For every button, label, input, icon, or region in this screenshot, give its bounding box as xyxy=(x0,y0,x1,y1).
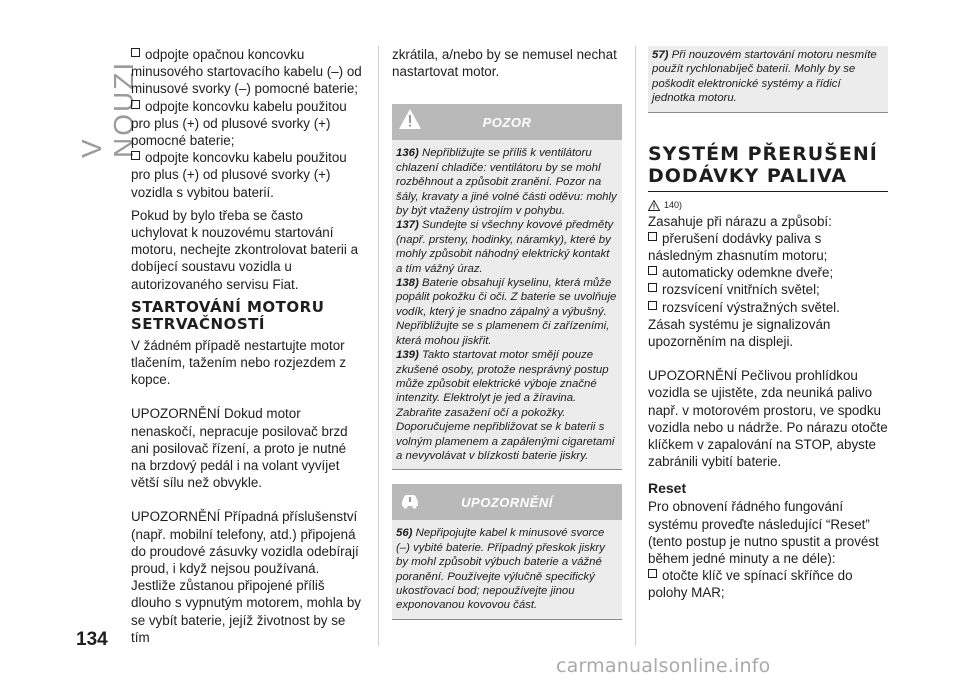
watermark: carmanualsonline.info xyxy=(556,655,771,677)
bullet-box-icon xyxy=(131,100,140,109)
bullet-box-icon xyxy=(648,301,657,310)
bullet-item: rozsvícení vnitřních světel; xyxy=(648,281,888,298)
paragraph: Pokud by bylo třeba se často uchylovat k nouzovému startování motoru, nechejte zkontrolovat baterii a dobíjecí soustavu vozidla u autorizovaného servisu Fiat. xyxy=(131,207,359,292)
paragraph: Zásah systému je signalizován upozorněním na displeji. xyxy=(648,316,831,350)
paragraph: zkrátila, a/nebo by se nemusel nechat nastartovat motor. xyxy=(392,47,617,80)
paragraph: UPOZORNĚNÍ Případná příslušenství (např. mobilní telefony, atd.) připojená do proudové zásuvky vozidla odebírají proud, i když nejsou používaná. Jestliže zůstanou připojené příliš dlouho s vypnutým motorem, mohla by se vybít baterie, jejíž životnost by se tím xyxy=(131,509,361,645)
column-3 xyxy=(648,46,888,602)
pozor-header xyxy=(392,104,622,140)
paragraph: UPOZORNĚNÍ Dokud motor nenaskočí, nepracuje posilovač brzd ani posilovač řízení, a proto je nutné na brzdový pedál i na volant vyvíjet větší sílu než obvykle. xyxy=(131,406,348,491)
bullet-item: odpojte koncovku kabelu použitou pro plus (+) od plusové svorky (+) pomocné baterie; xyxy=(131,98,347,149)
column-2 xyxy=(392,46,622,620)
bullet-box-icon xyxy=(131,48,140,57)
upozorneni-label: UPOZORNĚNÍ xyxy=(461,494,553,510)
upozorneni-body xyxy=(392,520,622,619)
bullet-item: rozsvícení výstražných světel. xyxy=(648,299,888,316)
notice-continued xyxy=(648,46,888,113)
title-rule xyxy=(648,191,888,192)
subsection-title: Reset xyxy=(648,480,687,497)
bullet-item: odpojte opačnou koncovku minusového startovacího kabelu (–) od minusové svorky (–) pomocné baterie; xyxy=(131,47,362,97)
pozor-label: POZOR xyxy=(482,114,532,130)
bullet-box-icon xyxy=(131,151,140,160)
warning-item: 136) Nepřibližujte se příliš k ventilátoru chlazení chladiče: ventilátoru by se mohl rozběhnout a způsobit zranění. Pozor na šály, kravaty a jiné volné části oděvu: mohly by být vtaženy ústrojím v pohybu. xyxy=(396,147,617,218)
column-1 xyxy=(131,46,363,646)
bullet-item: přerušení dodávky paliva s následným zhasnutím motoru; xyxy=(648,230,828,264)
bullet-box-icon xyxy=(648,569,657,578)
notice-item: 57) Při nouzovém startování motoru nesmíte použít rychlonabíječ baterií. Mohly by se poškodit elektronické systémy a řídicí jednotka motoru. xyxy=(652,49,877,105)
section-title: SYSTÉM PŘERUŠENÍ DODÁVKY PALIVA xyxy=(648,142,878,187)
warning-triangle-icon xyxy=(648,200,660,211)
pozor-body xyxy=(392,140,622,470)
bullet-box-icon xyxy=(648,266,657,275)
warning-reference: 140) xyxy=(648,200,888,211)
warning-item: 139) Takto startovat motor smějí pouze zkušené osoby, protože nesprávný postup může způsobit elektrické výboje značné intenzity. Elektrolyt je jed a žíravina. Zabraňte zasažení očí a pokožky. Doporučujeme nepřibližovat se k baterii s volným plamenem a zapálenými cigaretami a nevyvolávat v blízkosti baterie jiskry. xyxy=(396,349,615,462)
column-divider xyxy=(635,46,636,646)
section-side-title: V NOUZI xyxy=(76,60,139,158)
column-divider xyxy=(378,46,379,646)
bullet-box-icon xyxy=(648,283,657,292)
page-number: 134 xyxy=(76,629,108,650)
paragraph: Pro obnovení řádného fungování systému proveďte následující “Reset” (tento postup je nutno spustit a provést během jedné minuty a ne déle): xyxy=(648,499,879,567)
paragraph: UPOZORNĚNÍ Pečlivou prohlídkou vozidla se ujistěte, zda neuniká palivo např. v motorovém prostoru, ve spodku vozidla nebo u nádrže. Po nárazu otočte klíčkem v zapalování na STOP, abyste zabránili vybití baterie. xyxy=(648,368,888,470)
notice-item: 56) Nepřipojujte kabel k minusové svorce (–) vybité baterie. Případný přeskok jiskry by mohl způsobit výbuch baterie a vážné poranění. Používejte výlučně specifický ukostřovací bod; nepoužívejte jinou exponovanou kovovou část. xyxy=(396,527,605,612)
bullet-item: odpojte koncovku kabelu použitou pro plus (+) od plusové svorky (+) vozidla s vybitou baterií. xyxy=(131,150,347,200)
paragraph: V žádném případě nestartujte motor tlačením, tažením nebo rozjezdem z kopce. xyxy=(131,337,347,388)
paragraph: Zasahuje při nárazu a způsobí: xyxy=(648,213,832,229)
section-title: STARTOVÁNÍ MOTORU SETRVAČNOSTÍ xyxy=(131,297,325,333)
bullet-item: automaticky odemkne dveře; xyxy=(648,264,888,281)
bullet-box-icon xyxy=(648,232,657,241)
bullet-item: otočte klíč ve spínací skříňce do polohy MAR; xyxy=(648,568,853,601)
upozorneni-header xyxy=(392,484,622,520)
warning-item: 137) Sundejte si všechny kovové předměty (např. prsteny, hodinky, náramky), které by mohly způsobit náhodný elektrický kontakt a tím vážný úraz. xyxy=(396,219,614,275)
warning-triangle-icon xyxy=(398,107,422,131)
warning-item: 138) Baterie obsahují kyselinu, která může popálit pokožku či oči. Z baterie se uvolňuje vodík, který je snadno zápalný a výbušný. Nepřibližujte se s plamenem či zařízeními, která mohou jiskřit. xyxy=(396,277,617,347)
car-warning-icon xyxy=(398,487,422,511)
